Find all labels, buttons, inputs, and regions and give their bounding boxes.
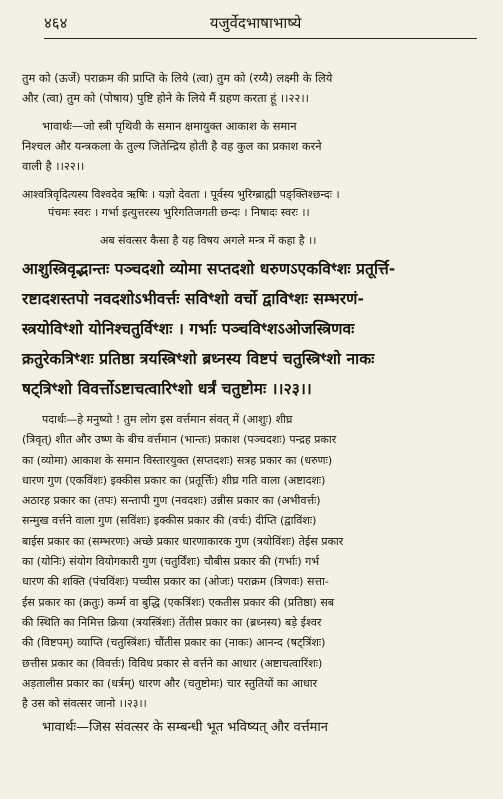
mantra-line: क्रतुरेकत्रिꣳशः प्रतिष्ठा त्रयस्त्रिꣳशो ब्रध्नस्य विष्टपं चतुस्त्रिꣳशो नाकः [22,350,375,368]
text-line: पंचमः स्वरः । गर्भा इत्युत्तरस्य भुरिगतिजगती छन्दः । निषादः स्वरः ।। [48,206,310,219]
text-line: भावार्थः—जो स्त्री पृथिवी के समान क्षमायुक्त आकाश के समान [42,119,297,133]
gloss-line: (त्रिवृत्) शीत और उष्ण के बीच वर्त्तमान (भान्तः) प्रकाश (पञ्चदशः) पन्द्रह प्रकार [22,433,337,447]
gloss-line: बाईस प्रकार का (सम्भरणः) अच्छे प्रकार धारणाकारक गुण (त्रयोविंशः) तेईस प्रकार [22,534,344,548]
gloss-line: है उस को संवत्सर जानो ।।२३।। [22,697,147,711]
bhavarth-next: भावार्थः—जिस संवत्सर के सम्बन्धी भूत भविष्यत् और वर्त्तमान [42,720,329,736]
gloss-line: सन्मुख वर्त्तने वाला गुण (सविंशः) इक्कीस प्रकार की (वर्चः) दीप्ति (द्वाविंशः) [22,514,317,528]
text-line: आश्वत्रिवृदित्यस्य विश्वदेव ऋषिः । यज्ञो देवता । पूर्वस्य भुरिग्ब्राह्मी पङ्क्तिश्छन्दः । [22,188,340,201]
previous-verse-meaning-end [22,68,489,108]
page-header [22,0,489,40]
mantra-line: षट्त्रिꣳशो विवर्त्तोऽष्टाचत्वारिꣳशो धर्त्रं चतुष्टोमः ।।२३।। [22,380,312,398]
gloss-line: का (योनिः) संयोग वियोगकारी गुण (चतुर्विंशः) चौबीस प्रकार की (गर्भाः) गर्भ [22,555,320,569]
gloss-line: की स्थिति का निमित्त क्रिया (त्रयस्त्रिंशः) तेंतीस प्रकार का (ब्रध्नस्य) बड़े ईश्वर [22,615,322,629]
text-line: वाली है ।।२२।। [22,159,85,173]
verse-intro: अब संवत्सर कैसा है यह विषय अगले मन्त्र में कहा है ।। [100,234,317,247]
gloss-line: का (व्योमा) आकाश के समान विस्तारयुक्त (सप्तदशः) सत्रह प्रकार का (धरुणः) [22,453,333,467]
running-title: यजुर्वेदभाषाभाष्ये [209,14,302,32]
header-rule [44,38,477,39]
gloss-line: अड़तालीस प्रकार का (धर्त्रम्) धारण और (चतुष्टोमः) चार स्तुतियों का आधार [22,676,318,690]
gloss-line: ईस प्रकार का (क्रतुः) कर्म्म वा बुद्धि (एकत्रिंशः) एकतीस प्रकार की (प्रतिष्ठा) सब [22,595,335,609]
bhavarth-previous [22,116,489,176]
text-line: निश्चल और यन्त्रकला के तुल्य जितेन्द्रिय होती है वह कुल का प्रकाश करने [22,139,322,153]
gloss-line: धारण गुण (एकविंशः) इक्कीस प्रकार का (प्रतूर्त्तिः) शीघ्र गति वाला (अष्टादशः) [22,473,326,487]
padarth-word-meaning [22,410,489,714]
gloss-line: अठारह प्रकार का (तपः) सन्तापी गुण (नवदशः) उन्नीस प्रकार का (अभीवर्त्तः) [22,494,321,508]
page-number: ४६४ [44,14,68,32]
gloss-line: पदार्थः—हे मनुष्यो ! तुम लोग इस वर्त्तमान संवत् में (आशुः) शीघ्र [42,413,293,426]
gloss-line: छत्तीस प्रकार का (विवर्त्तः) विविध प्रकार से वर्त्तने का आधार (अष्टाचत्वारिंशः) [22,656,323,670]
mantra-line: रष्टादशस्तपो नवदशोऽभीवर्त्तः सविꣳशो वर्चो द्वाविꣳशः सम्भरणं- [22,290,365,308]
mantra-verse [22,254,489,404]
mantra-line: स्त्रयोविꣳशो योनिश्चतुर्विꣳशः । गर्भाः पञ्चविꣳशऽओजस्त्रिणवः [22,320,355,338]
rishi-devata-chhand [22,186,489,222]
text-line: और (त्वा) तुम को (पोषाय) पुष्टि होने के लिये मैं ग्रहण करता हूं ।।२२।। [22,91,309,105]
text-line: तुम को (ऊर्जे) पराक्रम की प्राप्ति के लिये (त्वा) तुम को (रय्यै) लक्ष्मी के लिये [22,71,333,85]
gloss-line: की (विष्टपम्) व्याप्ति (चतुस्त्रिंशः) चौंतीस प्रकार का (नाकः) आनन्द (षट्त्रिंशः) [22,636,326,650]
mantra-line: आशुस्त्रिवृद्भान्तः पञ्चदशो व्योमा सप्तदशो धरुणऽएकविꣳशः प्रतूर्त्ति- [22,260,396,278]
gloss-line: धारण की शक्ति (पंचविंशः) पच्चीस प्रकार का (ओजः) पराक्रम (त्रिणवः) सत्ता- [22,575,329,589]
